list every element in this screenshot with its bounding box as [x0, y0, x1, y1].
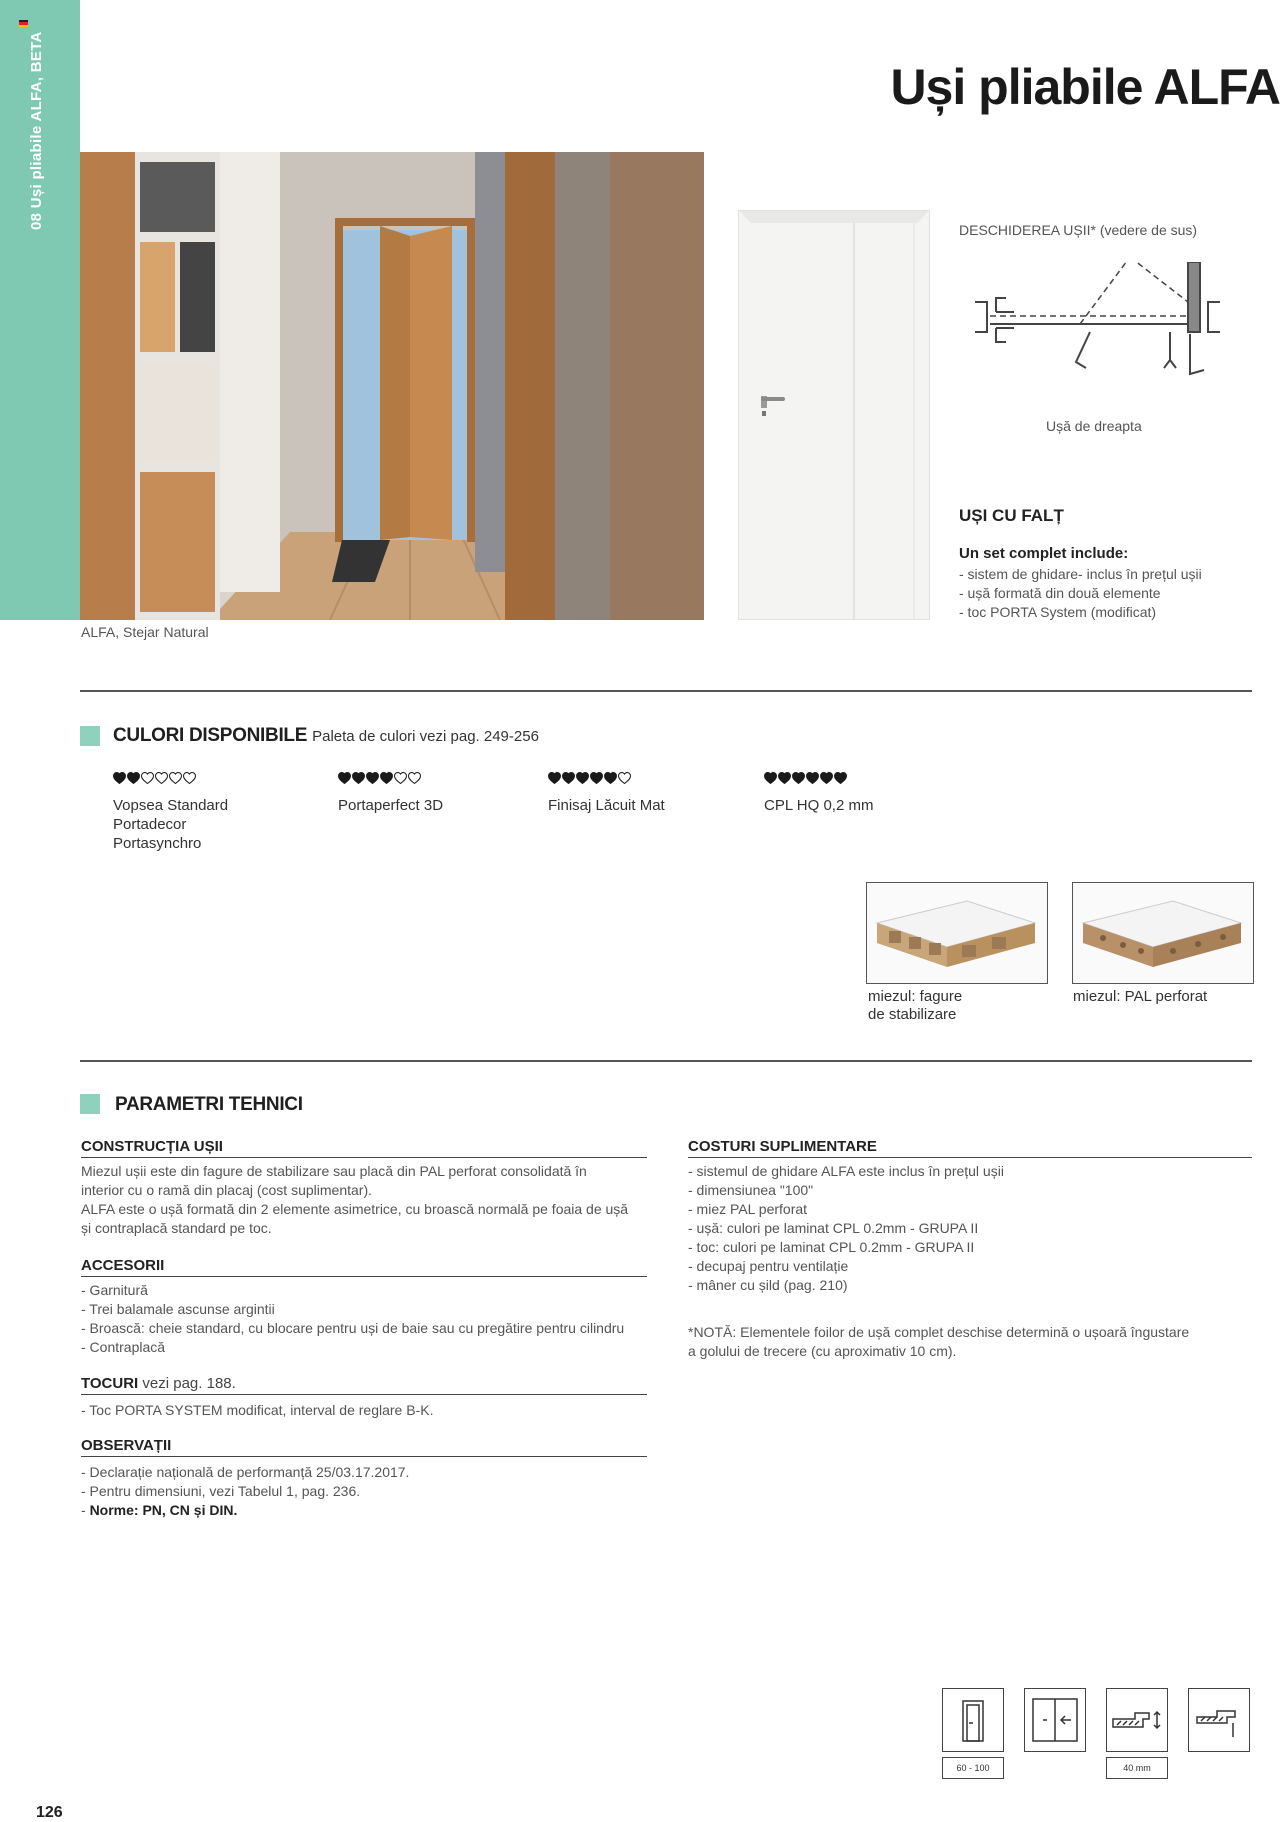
- width-range-label: 60 - 100: [942, 1757, 1004, 1779]
- list-item: - sistem de ghidare- inclus în prețul ușii: [959, 566, 1202, 582]
- core-caption-line: miezul: PAL perforat: [1073, 988, 1208, 1005]
- core-honeycomb-image: [866, 882, 1048, 984]
- door-thickness-icon: [1106, 1688, 1168, 1752]
- list-item: - Garnitură: [81, 1282, 148, 1298]
- bullet-prefix: -: [81, 1502, 90, 1518]
- heart-icon: [548, 772, 561, 784]
- heart-icon: [792, 772, 805, 784]
- honeycomb-core-illustration: [867, 883, 1047, 983]
- accesorii-section: [81, 1257, 647, 1357]
- text-line: interior cu o ramă din placaj (cost suplimentar).: [81, 1182, 373, 1198]
- heart-icon: [576, 772, 589, 784]
- observatii-heading: OBSERVAȚII: [81, 1437, 647, 1457]
- set-list: [959, 565, 1202, 622]
- parametri-title: PARAMETRI TEHNICI: [115, 1094, 303, 1115]
- finish-label: CPL HQ 0,2 mm: [764, 797, 874, 814]
- heart-icon: [127, 772, 140, 784]
- core-caption: [1073, 988, 1207, 1006]
- costuri-heading: COSTURI SUPLIMENTARE: [688, 1138, 1252, 1158]
- constructia-section: [81, 1138, 647, 1238]
- list-item: - ușă: culori pe laminat CPL 0.2mm - GRUPA II: [688, 1220, 979, 1236]
- section-square: [80, 1094, 100, 1114]
- finish-label: Portadecor: [113, 816, 187, 833]
- opening-title: DESCHIDEREA UȘII* (vedere de sus): [959, 222, 1198, 238]
- text-line: și contraplacă standard pe toc.: [81, 1220, 272, 1236]
- rating-hearts: [548, 770, 665, 788]
- door-thickness-svg: [1107, 1689, 1167, 1751]
- folding-door-svg: [1025, 1689, 1085, 1751]
- culori-heading: CULORI DISPONIBILE: [113, 725, 308, 746]
- hallway-photo: [80, 152, 704, 620]
- heart-icon: [590, 772, 603, 784]
- heart-icon: [366, 772, 379, 784]
- finish-label: Vopsea Standard: [113, 797, 229, 814]
- text-line: a golului de trecere (cu aproximativ 10 cm).: [688, 1343, 957, 1359]
- list-item: - miez PAL perforat: [688, 1201, 808, 1217]
- costuri-section: [688, 1138, 1252, 1295]
- list-item: - ușă formată din două elemente: [959, 585, 1161, 601]
- finish-3: [548, 770, 665, 815]
- page-title: Uși pliabile ALFA: [890, 59, 1280, 115]
- finish-label: Finisaj Lăcuit Mat: [548, 797, 665, 814]
- heart-icon: [338, 772, 351, 784]
- folding-door-icon: [1024, 1688, 1086, 1752]
- culori-title: [113, 725, 539, 747]
- list-item: - Contraplacă: [81, 1339, 166, 1355]
- tocuri-list: [81, 1401, 647, 1420]
- falt-title: UȘI CU FALȚ: [959, 506, 1064, 525]
- text-line: Miezul ușii este din fagure de stabilizare sau placă din PAL perforat consolidată în: [81, 1163, 587, 1179]
- page-number: 126: [36, 1804, 63, 1821]
- heart-icon: [169, 772, 182, 784]
- heart-icon: [604, 772, 617, 784]
- list-item: - dimensiunea "100": [688, 1182, 814, 1198]
- finish-label: Portasynchro: [113, 835, 202, 852]
- heart-icon: [408, 772, 421, 784]
- door-illustration: [739, 211, 929, 619]
- list-item: - toc PORTA System (modificat): [959, 604, 1157, 620]
- door-image: [738, 210, 930, 620]
- accesorii-heading: ACCESORII: [81, 1257, 647, 1277]
- heart-icon: [141, 772, 154, 784]
- list-item: [81, 1501, 647, 1520]
- constructia-heading: CONSTRUCȚIA UȘII: [81, 1138, 647, 1158]
- nota-text: [688, 1323, 1252, 1361]
- door-frame-svg: [943, 1689, 1003, 1751]
- rating-hearts: [113, 770, 228, 788]
- section-square: [80, 726, 100, 746]
- core-caption-line: miezul: fagure: [868, 988, 963, 1005]
- constructia-text: [81, 1162, 647, 1238]
- door-opening-diagram: [970, 262, 1240, 412]
- finish-1: [113, 770, 228, 853]
- accesorii-list: [81, 1281, 647, 1357]
- text-line: *NOTĂ: Elementele foilor de ușă complet deschise determină o ușoară îngustare: [688, 1324, 1190, 1340]
- heart-icon: [394, 772, 407, 784]
- heart-icon: [113, 772, 126, 784]
- rebate-profile-icon: [1188, 1688, 1250, 1752]
- list-item: - Declarație națională de performanță 25/03.17.2017.: [81, 1464, 410, 1480]
- finish-2: [338, 770, 443, 815]
- finish-label: Portaperfect 3D: [338, 797, 444, 814]
- heart-icon: [352, 772, 365, 784]
- opening-caption: Ușă de dreapta: [1046, 418, 1142, 434]
- heart-icon: [155, 772, 168, 784]
- heart-icon: [778, 772, 791, 784]
- list-item: - Broască: cheie standard, cu blocare pentru uși de baie sau cu pregătire pentru cilindru: [81, 1320, 625, 1336]
- core-pal-image: [1072, 882, 1254, 984]
- culori-note: Paleta de culori vezi pag. 249-256: [312, 728, 539, 745]
- observatii-section: [81, 1437, 647, 1520]
- heart-icon: [834, 772, 847, 784]
- heart-icon: [562, 772, 575, 784]
- pal-core-illustration: [1073, 883, 1253, 983]
- core-caption-line: de stabilizare: [868, 1006, 957, 1023]
- opening-diagram-svg: [970, 262, 1240, 412]
- list-item: - Pentru dimensiuni, vezi Tabelul 1, pag. 236.: [81, 1483, 361, 1499]
- finish-4: [764, 770, 873, 815]
- list-item: - Toc PORTA SYSTEM modificat, interval de reglare B-K.: [81, 1402, 434, 1418]
- core-caption: [868, 988, 962, 1024]
- tocuri-note: vezi pag. 188.: [138, 1375, 236, 1392]
- text-line: ALFA este o ușă formată din 2 elemente asimetrice, cu broască normală pe foaia de ușă: [81, 1201, 629, 1217]
- heart-icon: [618, 772, 631, 784]
- tocuri-heading: [81, 1375, 647, 1395]
- rating-hearts: [764, 770, 873, 788]
- hallway-illustration: [80, 152, 704, 620]
- norme-text: Norme: PN, CN și DIN.: [89, 1502, 238, 1518]
- flag-icon: [19, 20, 28, 27]
- list-item: - Trei balamale ascunse argintii: [81, 1301, 275, 1317]
- tocuri-section: [81, 1375, 647, 1420]
- photo-caption: ALFA, Stejar Natural: [81, 624, 209, 640]
- door-frame-icon: [942, 1688, 1004, 1752]
- heart-icon: [764, 772, 777, 784]
- thickness-label: 40 mm: [1106, 1757, 1168, 1779]
- list-item: - toc: culori pe laminat CPL 0.2mm - GRUPA II: [688, 1239, 975, 1255]
- divider: [80, 690, 1252, 692]
- heart-icon: [183, 772, 196, 784]
- costuri-list: [688, 1162, 1252, 1295]
- rebate-profile-svg: [1189, 1689, 1249, 1751]
- rating-hearts: [338, 770, 443, 788]
- list-item: - decupaj pentru ventilație: [688, 1258, 849, 1274]
- heart-icon: [806, 772, 819, 784]
- observatii-list: [81, 1463, 647, 1520]
- set-title: Un set complet include:: [959, 545, 1129, 562]
- list-item: - sistemul de ghidare ALFA este inclus în prețul ușii: [688, 1163, 1004, 1179]
- divider: [80, 1060, 1252, 1062]
- heart-icon: [820, 772, 833, 784]
- list-item: - mâner cu șild (pag. 210): [688, 1277, 848, 1293]
- tocuri-title: TOCURI: [81, 1375, 139, 1392]
- side-tab-label: 08 Uși pliabile ALFA, BETA: [28, 31, 45, 230]
- heart-icon: [380, 772, 393, 784]
